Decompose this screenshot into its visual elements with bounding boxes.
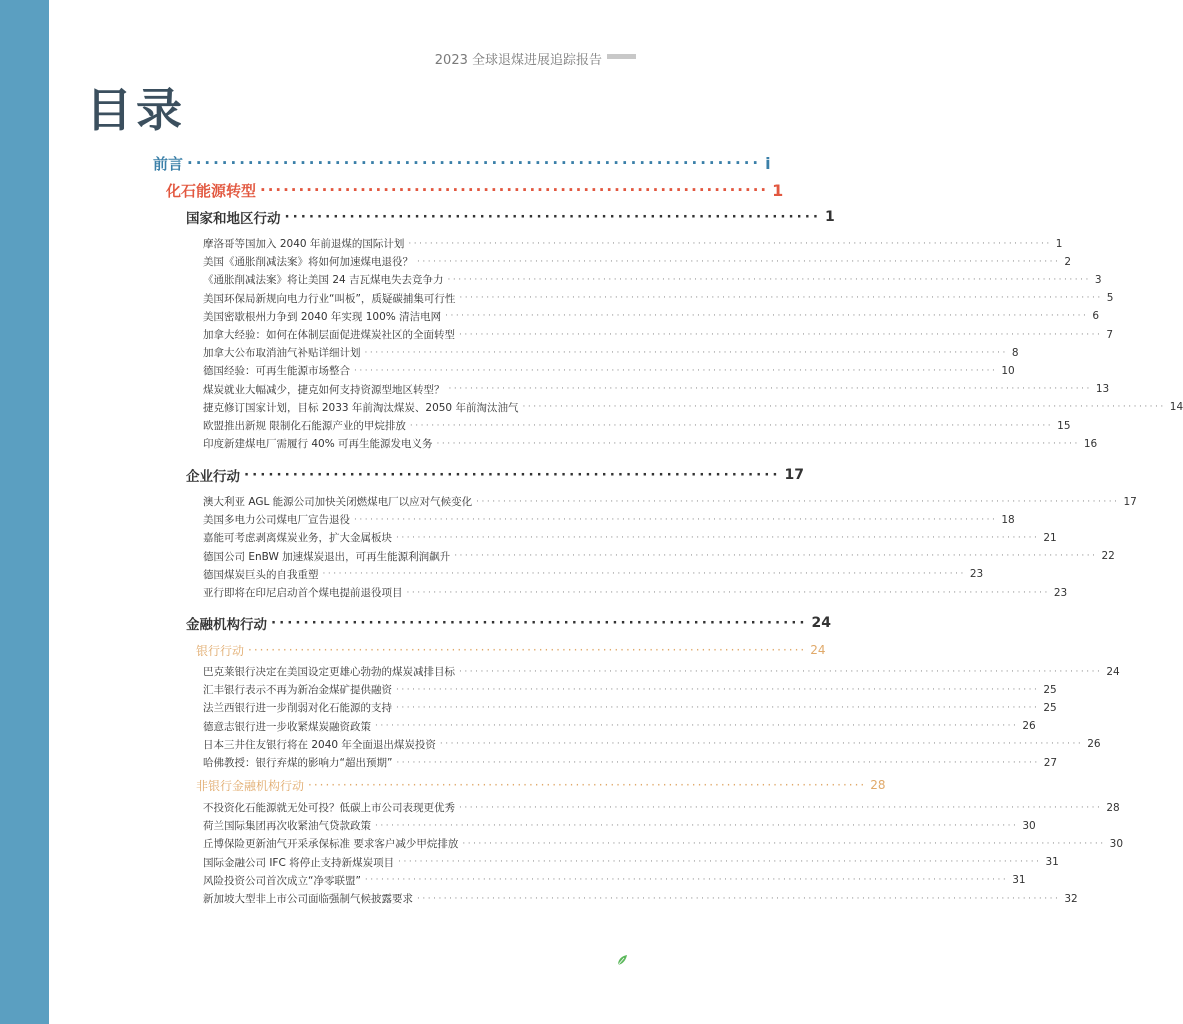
toc-item-label: 《通胀削减法案》将让美国 24 吉瓦煤电失去竞争力	[203, 274, 444, 287]
toc-entry-label: 前言	[153, 154, 184, 173]
toc-item-page: 8	[1011, 346, 1019, 359]
toc-item-page: 26	[1087, 738, 1101, 751]
toc-item-page: 26	[1022, 720, 1036, 733]
toc-item-label: 法兰西银行进一步削弱对化石能源的支持	[203, 702, 392, 715]
toc-item-page: 31	[1045, 856, 1059, 869]
toc-page-number: 1	[772, 180, 784, 200]
toc-item-label: 不投资化石能源就无处可投？低碳上市公司表现更优秀	[203, 802, 455, 814]
toc-item-label: 印度新建煤电厂需履行 40% 可再生能源发电义务	[203, 438, 433, 451]
toc-leader-dots: ························································································································	[522, 402, 1166, 413]
toc-item-label: 德国经验：可再生能源市场整合	[203, 365, 350, 378]
toc-leader-dots: ································································································	[308, 778, 867, 792]
toc-entry-label: 国家和地区行动	[186, 211, 281, 227]
toc-item[interactable]	[203, 854, 1059, 871]
toc-item[interactable]	[203, 566, 984, 583]
toc-leader-dots: ························································································································	[408, 238, 1052, 249]
toc-item-label: 风险投资公司首次成立“净零联盟”	[203, 874, 361, 887]
toc-leader-dots: ························································································································	[375, 820, 1019, 831]
toc-entry-bank[interactable]	[196, 641, 826, 659]
toc-item[interactable]	[203, 344, 1019, 361]
toc-item[interactable]	[203, 271, 1102, 288]
toc-item-page: 13	[1095, 383, 1110, 396]
toc-item-label: 欧盟推出新规 限制化石能源产业的甲烷排放	[203, 420, 406, 432]
toc-leader-dots: ························································································································	[396, 757, 1040, 768]
toc-item[interactable]	[203, 718, 1036, 735]
toc-item-label: 荷兰国际集团再次收紧油气贷款政策	[203, 820, 371, 833]
toc-leader-dots: ························································································································	[417, 256, 1061, 267]
toc-leader-dots: ························································································································	[396, 684, 1040, 695]
toc-item[interactable]	[203, 799, 1120, 816]
toc-item-label: 美国环保局新规向电力行业“叫板”，质疑碳捕集可行性	[203, 292, 456, 305]
toc-entry-section[interactable]	[166, 179, 784, 201]
toc-leader-dots: ························································································································	[439, 739, 1084, 750]
toc-item[interactable]	[203, 663, 1120, 680]
toc-entry-corporate[interactable]	[186, 465, 804, 485]
toc-leader-dots: ··································································	[244, 467, 781, 483]
toc-item[interactable]	[203, 754, 1058, 771]
toc-item-page: 10	[1001, 364, 1015, 377]
toc-leader-dots: ························································································································	[417, 893, 1061, 904]
toc-entry-label: 金融机构行动	[186, 617, 267, 633]
toc-leader-dots: ························································································································	[445, 311, 1089, 322]
toc-leader-dots: ··································································	[187, 154, 762, 172]
toc-leader-dots: ························································································································	[396, 702, 1040, 713]
toc-page-number: 24	[810, 643, 826, 657]
toc-item[interactable]	[203, 326, 1113, 343]
toc-leader-dots: ························································································································	[476, 496, 1120, 507]
toc-item[interactable]	[203, 435, 1098, 452]
toc-item-page: 28	[1106, 801, 1120, 814]
toc-leader-dots: ························································································································	[447, 274, 1091, 285]
toc-item-label: 加拿大公布取消油气补贴详细计划	[203, 347, 361, 360]
toc-item[interactable]	[203, 493, 1137, 510]
toc-item[interactable]	[203, 584, 1068, 601]
toc-item-label: 嘉能可考虑剥离煤炭业务，扩大金属板块	[203, 532, 392, 545]
toc-item-label: 丘博保险更新油气开采承保标准 要求客户减少甲烷排放	[203, 838, 459, 851]
toc-item-page: 24	[1106, 665, 1120, 678]
report-header-title: 2023 全球退煤进展追踪报告	[434, 53, 602, 68]
toc-item-label: 澳大利亚 AGL 能源公司加快关闭燃煤电厂以应对气候变化	[203, 496, 473, 508]
toc-item[interactable]	[203, 362, 1015, 379]
toc-item-label: 捷克修订国家计划，目标 2033 年前淘汰煤炭、2050 年前淘汰油气	[203, 401, 519, 414]
toc-item-label: 汇丰银行表示不再为新冶金煤矿提供融资	[203, 684, 392, 697]
toc-item-label: 美国密歇根州力争到 2040 年实现 100% 清洁电网	[203, 310, 442, 323]
toc-leader-dots: ··································································	[260, 181, 769, 199]
toc-item-page: 27	[1043, 756, 1058, 769]
toc-leader-dots: ························································································································	[354, 514, 998, 525]
toc-item-page: 30	[1022, 819, 1036, 832]
toc-item-label: 亚行即将在印尼启动首个煤电提前退役项目	[203, 587, 403, 599]
toc-item-page: 31	[1012, 874, 1026, 887]
toc-leader-dots: ························································································································	[462, 838, 1106, 849]
toc-item[interactable]	[203, 511, 1015, 528]
toc-item-page: 21	[1043, 531, 1057, 544]
toc-item-page: 23	[969, 568, 984, 581]
toc-leader-dots: ························································································································	[375, 721, 1019, 732]
toc-leader-dots: ························································································································	[448, 384, 1092, 395]
toc-item-page: 17	[1123, 495, 1137, 508]
toc-item[interactable]	[203, 417, 1071, 434]
page-title: 目录	[86, 83, 186, 137]
toc-entry-label: 银行行动	[196, 643, 245, 658]
toc-leader-dots: ························································································································	[398, 857, 1042, 868]
toc-item[interactable]	[203, 235, 1063, 252]
toc-page-number: 1	[824, 209, 835, 225]
toc-leader-dots: ························································································································	[436, 438, 1080, 449]
toc-item-page: 7	[1106, 328, 1113, 341]
toc-entry-finance[interactable]	[186, 613, 831, 633]
toc-item[interactable]	[203, 890, 1078, 907]
toc-item-page: 5	[1106, 292, 1114, 305]
toc-item-label: 国际金融公司 IFC 将停止支持新煤炭项目	[203, 856, 395, 869]
toc-item[interactable]	[203, 253, 1071, 270]
toc-item-page: 14	[1169, 401, 1183, 414]
toc-entry-label: 非银行金融机构行动	[196, 778, 305, 793]
toc-item-label: 巴克莱银行决定在美国设定更雄心勃勃的煤炭减排目标	[203, 666, 455, 678]
toc-leader-dots: ························································································································	[459, 293, 1103, 304]
toc-leader-dots: ························································································································	[364, 875, 1009, 886]
toc-page-number: 17	[784, 467, 804, 483]
toc-leader-dots: ························································································································	[406, 587, 1050, 598]
toc-item[interactable]	[203, 381, 1110, 398]
toc-item[interactable]	[203, 872, 1026, 889]
sidebar-accent-bar	[0, 0, 49, 1024]
toc-item[interactable]	[203, 529, 1057, 546]
toc-item-label: 美国多电力公司煤电厂宣告退役	[203, 514, 350, 527]
toc-item-label: 德意志银行进一步收紧煤炭融资政策	[203, 720, 371, 733]
leaf-icon	[616, 954, 628, 966]
toc-item[interactable]	[203, 681, 1057, 698]
toc-leader-dots: ··································································	[271, 615, 808, 631]
toc-item-page: 18	[1001, 513, 1015, 526]
toc-item[interactable]	[203, 817, 1036, 834]
toc-item[interactable]	[203, 736, 1101, 753]
toc-item-label: 日本三井住友银行将在 2040 年全面退出煤炭投资	[203, 738, 436, 751]
toc-item-label: 美国《通胀削减法案》将如何加速煤电退役？	[203, 256, 413, 269]
toc-item[interactable]	[203, 699, 1057, 716]
toc-item-label: 德国公司 EnBW 加速煤炭退出，可再生能源利润飙升	[203, 550, 451, 563]
toc-item[interactable]	[203, 548, 1115, 565]
toc-item[interactable]	[203, 835, 1124, 852]
toc-item-page: 1	[1055, 237, 1063, 250]
toc-item-page: 25	[1043, 683, 1057, 696]
toc-leader-dots: ························································································································	[454, 551, 1098, 562]
toc-item-label: 德国煤炭巨头的自我重塑	[203, 568, 319, 581]
toc-item-page: 32	[1064, 892, 1078, 905]
toc-item-label: 摩洛哥等国加入 2040 年前退煤的国际计划	[203, 238, 405, 250]
toc-item-page: 25	[1043, 701, 1057, 714]
toc-leader-dots: ··································································	[284, 209, 821, 225]
toc-item-page: 15	[1057, 419, 1071, 432]
toc-item-page: 23	[1053, 586, 1068, 599]
toc-item-label: 新加坡大型非上市公司面临强制气候披露要求	[203, 893, 413, 905]
toc-item-label: 煤炭就业大幅减少，捷克如何支持资源型地区转型？	[203, 383, 445, 396]
toc-entry-label: 化石能源转型	[166, 181, 257, 200]
toc-leader-dots: ························································································································	[459, 329, 1103, 340]
toc-item-page: 30	[1109, 837, 1124, 850]
toc-leader-dots: ························································································································	[354, 365, 998, 376]
toc-leader-dots: ························································································································	[459, 666, 1103, 677]
toc-leader-dots: ························································································································	[396, 532, 1040, 543]
toc-item[interactable]	[203, 399, 1183, 416]
toc-entry-nonbank[interactable]	[196, 776, 886, 794]
toc-leader-dots: ························································································································	[409, 420, 1054, 431]
toc-item[interactable]	[203, 290, 1114, 307]
toc-item-label: 哈佛教授：银行弃煤的影响力“超出预期”	[203, 757, 393, 769]
toc-entry-label: 企业行动	[186, 469, 240, 485]
toc-item-page: 16	[1083, 437, 1098, 450]
toc-item[interactable]	[203, 308, 1100, 325]
toc-item-label: 加拿大经验：如何在体制层面促进煤炭社区的全面转型	[203, 329, 455, 341]
toc-page-number: i	[765, 153, 771, 173]
header-accent-bar	[607, 54, 636, 59]
toc-item-page: 22	[1101, 550, 1115, 563]
toc-page-number: 28	[870, 778, 886, 792]
toc-leader-dots: ························································································································	[459, 802, 1103, 813]
toc-page-number: 24	[811, 615, 831, 631]
toc-leader-dots: ································································································	[248, 643, 807, 657]
toc-leader-dots: ························································································································	[364, 347, 1008, 358]
toc-item-page: 3	[1094, 273, 1102, 286]
toc-leader-dots: ························································································································	[322, 569, 966, 580]
toc-item-page: 6	[1092, 310, 1100, 323]
toc-item-page: 2	[1064, 255, 1071, 268]
toc-entry-country[interactable]	[186, 207, 835, 227]
toc-entry-preface[interactable]	[153, 152, 771, 174]
